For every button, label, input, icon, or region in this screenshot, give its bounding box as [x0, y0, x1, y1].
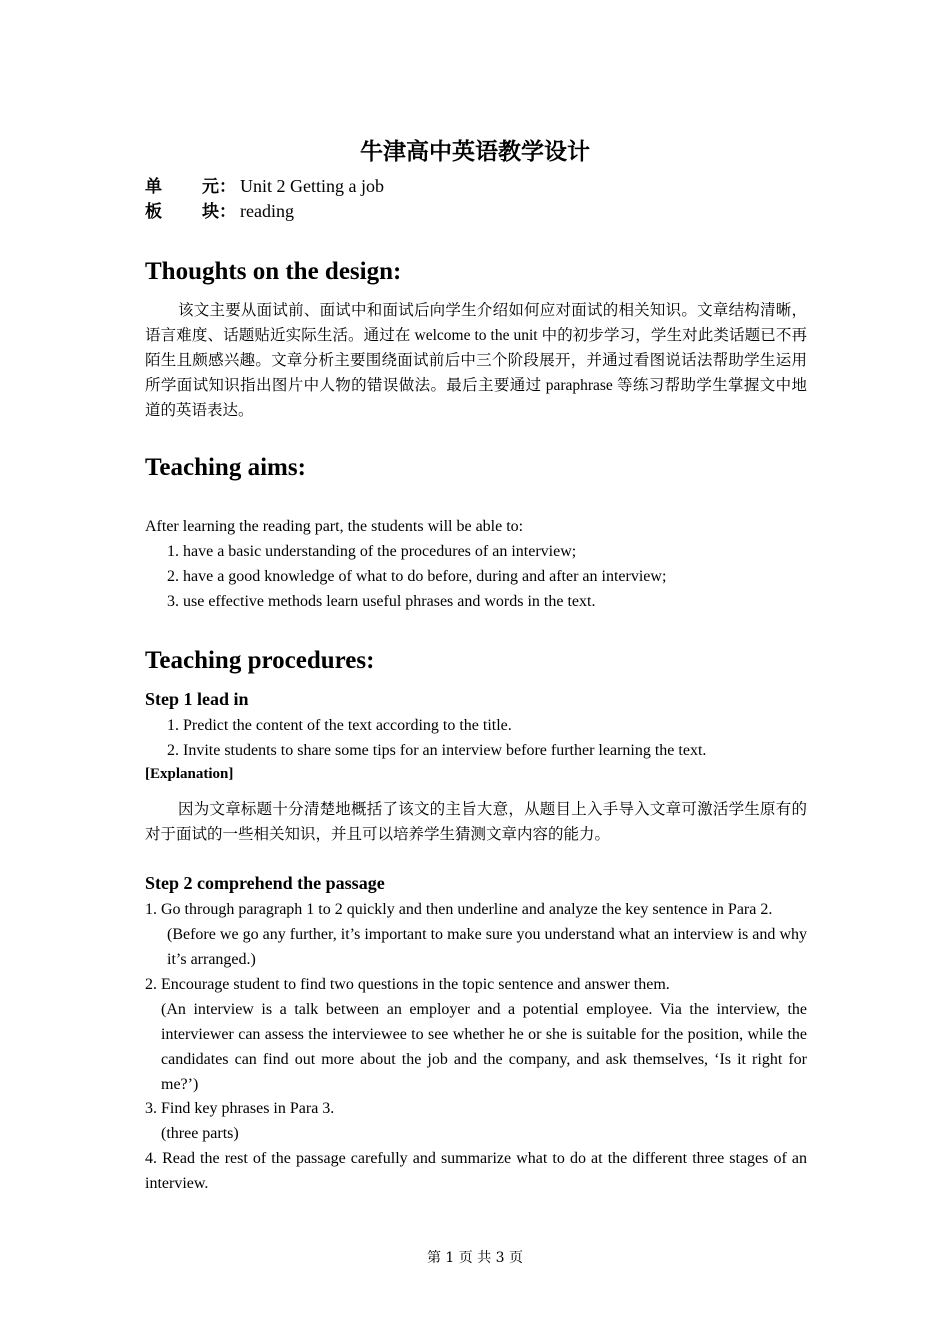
- aims-intro: After learning the reading part, the students will be able to:: [145, 518, 524, 535]
- aims-heading: Teaching aims:: [145, 454, 306, 481]
- block-row: [145, 199, 294, 224]
- page-footer: 第 1 页 共 3 页: [426, 1250, 524, 1266]
- page-title: 牛津高中英语教学设计: [360, 139, 590, 165]
- block-value: reading: [240, 201, 294, 221]
- step1-title: Step 1 lead in: [145, 689, 249, 709]
- step1-item: 1. Predict the content of the text according to the title.: [167, 717, 512, 734]
- block-label: 板 块：: [145, 202, 236, 222]
- unit-label: 单 元：: [145, 177, 236, 197]
- unit-value: Unit 2 Getting a job: [240, 176, 384, 196]
- step2-item-1: 1. Go through paragraph 1 to 2 quickly and then underline and analyze the key sentence in Para 2.: [145, 901, 773, 918]
- step2-item-2: 2. Encourage student to find two questions in the topic sentence and answer them.: [145, 976, 670, 993]
- aim-item: 1. have a basic understanding of the procedures of an interview;: [167, 543, 577, 560]
- step1-item: 2. Invite students to share some tips for an interview before further learning the text.: [167, 742, 707, 759]
- step2-item-1-note: (Before we go any further, it’s important to make sure you understand what an interview is and why it’s arranged.): [167, 926, 807, 968]
- thoughts-heading: Thoughts on the design:: [145, 258, 402, 285]
- procedures-heading: Teaching procedures:: [145, 647, 375, 674]
- step2-title: Step 2 comprehend the passage: [145, 873, 385, 893]
- unit-row: [145, 174, 384, 199]
- aim-item: 2. have a good knowledge of what to do before, during and after an interview;: [167, 568, 667, 585]
- aim-item: 3. use effective methods learn useful phrases and words in the text.: [167, 593, 596, 610]
- thoughts-paragraph: 该文主要从面试前、面试中和面试后向学生介绍如何应对面试的相关知识。文章结构清晰，语言难度、话题贴近实际生活。通过在 welcome to the unit 中的初步学习，学生对此类话题已不再陌生且颇感兴趣。文章分析主要围绕面试前后中三个阶段展开，并通过看图说话法帮助学生运用所学面试知识指出图片中人物的错误做法。最后主要通过 paraphrase 等练习帮助学生掌握文中地道的英语表达。: [145, 302, 807, 419]
- step2-item-2-note: (An interview is a talk between an employer and a potential employee. Via the interview, the interviewer can assess the interviewee to see whether he or she is suitable for the position, while the candidates can find out more about the job and the company, and ask themselves, ‘Is it right for me?’): [161, 1001, 807, 1093]
- step2-item-4: 4. Read the rest of the passage carefully and summarize what to do at the different three stages of an interview.: [145, 1150, 807, 1192]
- step2-item-3-note: (three parts): [161, 1125, 239, 1142]
- step2-item-3: 3. Find key phrases in Para 3.: [145, 1100, 335, 1117]
- explanation-label: [Explanation]: [145, 766, 234, 782]
- explanation-paragraph: 因为文章标题十分清楚地概括了该文的主旨大意，从题目上入手导入文章可激活学生原有的对于面试的一些相关知识，并且可以培养学生猜测文章内容的能力。: [145, 801, 807, 843]
